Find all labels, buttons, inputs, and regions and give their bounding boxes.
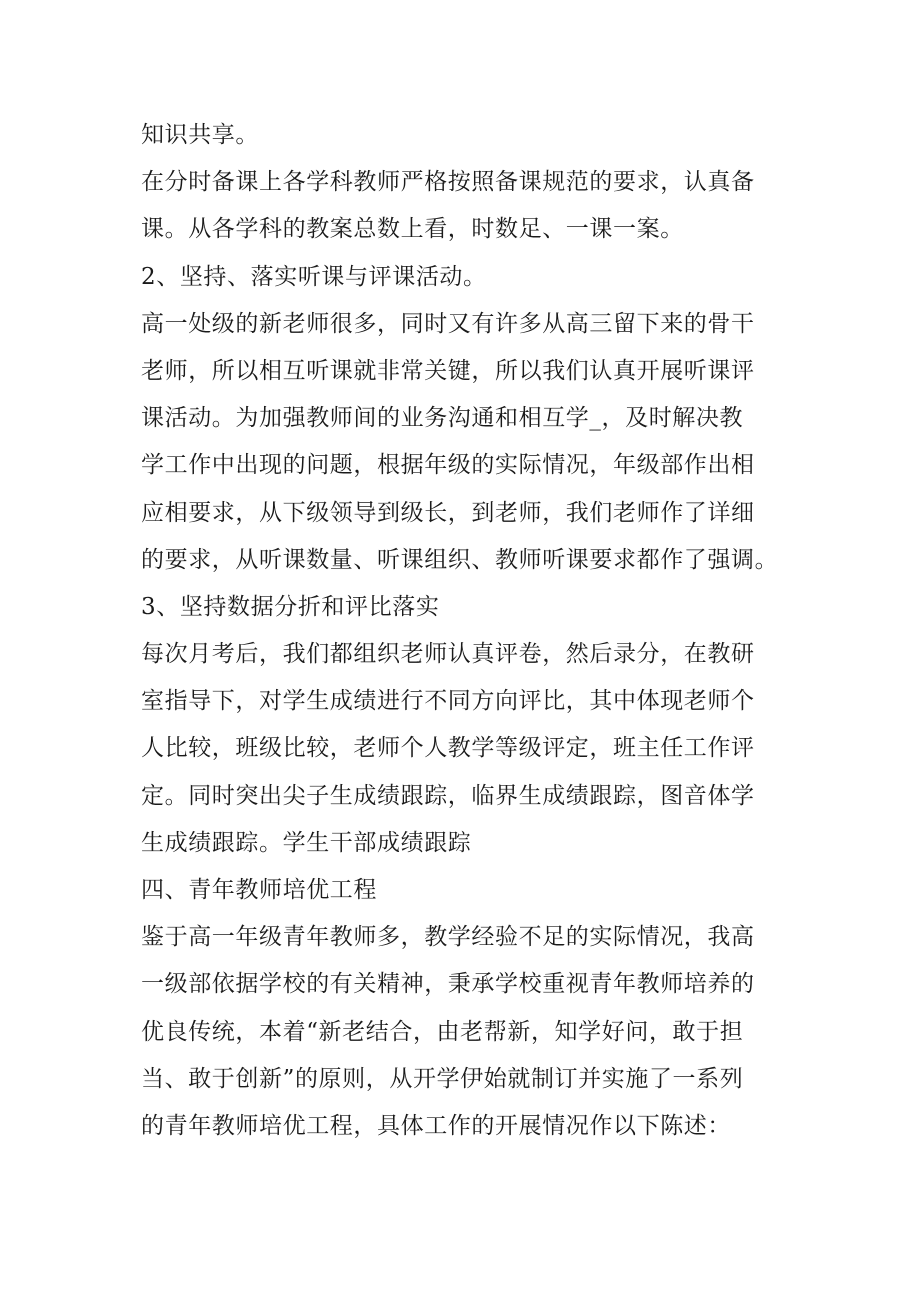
text-line: 一级部依据学校的有关精神，秉承学校重视青年教师培养的 (141, 971, 755, 998)
section-heading: 2、坚持、落实听课与评课活动。 (141, 263, 487, 290)
text-line: 学工作中出现的问题，根据年级的实际情况，年级部作出相 (141, 452, 755, 479)
text-line: 当、敢于创新”的原则，从开学伊始就制订并实施了一系列 (141, 1065, 744, 1092)
text-line: 的要求，从听课数量、听课组织、教师听课要求都作了强调。 (141, 546, 779, 573)
text-line: 老师，所以相互听课就非常关键，所以我们认真开展听课评 (141, 357, 755, 384)
text-line: 高一处级的新老师很多，同时又有许多从高三留下来的骨干 (141, 310, 755, 337)
text-line: 课活动。为加强教师间的业务沟通和相互学_，及时解决教 (141, 405, 744, 432)
text-line: 鉴于高一年级青年教师多，教学经验不足的实际情况，我高 (141, 924, 755, 951)
text-line: 人比较，班级比较，老师个人教学等级评定，班主任工作评 (141, 735, 755, 762)
text-line: 课。从各学科的教案总数上看，时数足、一课一案。 (141, 216, 684, 243)
text-line: 室指导下，对学生成绩进行不同方向评比，其中体现老师个 (141, 688, 755, 715)
text-line: 的青年教师培优工程，具体工作的开展情况作以下陈述： (141, 1112, 731, 1139)
text-line: 知识共享。 (141, 122, 259, 148)
section-heading: 3、坚持数据分折和评比落实 (141, 593, 440, 620)
text-line: 每次月考后，我们都组织老师认真评卷，然后录分，在教研 (141, 641, 755, 668)
text-line: 应相要求，从下级领导到级长，到老师，我们老师作了详细 (141, 499, 755, 526)
section-heading: 四、青年教师培优工程 (141, 877, 377, 903)
text-line: 在分时备课上各学科教师严格按照备课规范的要求，认真备 (141, 169, 755, 196)
document-body (141, 112, 791, 1150)
text-line: 定。同时突出尖子生成绩跟踪，临界生成绩跟踪，图音体学 (141, 782, 755, 809)
text-line: 优良传统，本着“新老结合，由老帮新，知学好问，敢于担 (141, 1018, 744, 1045)
text-line: 生成绩跟踪。学生干部成绩跟踪 (141, 829, 472, 856)
